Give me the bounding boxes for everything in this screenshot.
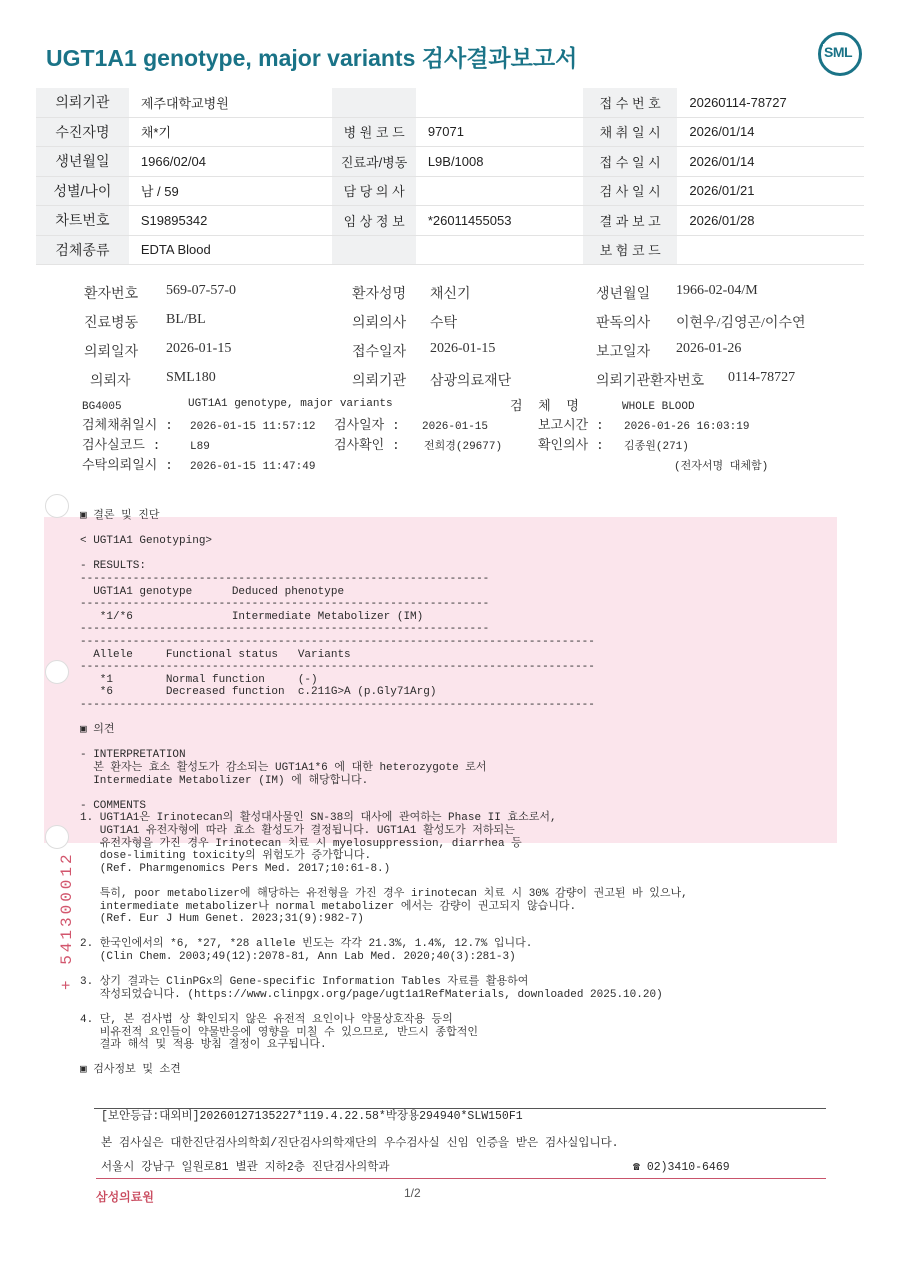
scan-label: 보고일자 — [596, 345, 651, 360]
scan-label: 진료병동 — [84, 316, 139, 331]
header-value: 2026/01/14 — [677, 147, 864, 177]
header-value — [677, 235, 864, 265]
report-line: ▣ 검사정보 및 소견 — [80, 1064, 181, 1077]
meta-lab: L89 — [190, 441, 210, 453]
report-line: 작성되었습니다. (https://www.clinpgx.org/page/ugt1a1RefMaterials, downloaded 2025.10.20) — [80, 988, 663, 1001]
header-value: 제주대학교병원 — [129, 88, 333, 117]
header-value: 2026/01/14 — [677, 117, 864, 147]
page-number: 1/2 — [404, 1186, 421, 1200]
header-label — [332, 88, 415, 117]
header-value: 20260114-78727 — [677, 88, 864, 117]
scan-value: 이현우/김영곤/이수연 — [676, 316, 806, 331]
report-line: 1. UGT1A1은 Irinotecan의 활성대사물인 SN-38의 대사에 관여하는 Phase II 효소로서, — [80, 812, 557, 825]
report-line: UGT1A1 genotype Deduced phenotype — [80, 585, 345, 598]
report-line: 유전자형을 가진 경우 Irinotecan 치료 시 myelosuppression, diarrhea 등 — [80, 837, 522, 850]
header-value — [416, 176, 583, 206]
report-line: 4. 단, 본 검사법 상 확인되지 않은 유전적 요인이나 약물상호작용 등의 — [80, 1014, 453, 1026]
header-row — [36, 88, 864, 117]
scan-label: 판독의사 — [596, 316, 651, 331]
header-value: 1966/02/04 — [129, 147, 333, 177]
punch-hole — [45, 660, 69, 684]
report-line: 본 환자는 효소 활성도가 감소되는 UGT1A1*6 에 대한 heterozygote 로서 — [80, 762, 487, 774]
report-line: 특히, poor metabolizer에 해당하는 유전형을 가진 경우 irinotecan 치료 시 30% 감량이 권고된 바 있으나, — [80, 888, 688, 900]
report-title: UGT1A1 genotype, major variants 검사결과보고서 — [46, 45, 578, 71]
scan-value: 삼광의료재단 — [430, 374, 512, 389]
header-value — [416, 235, 583, 265]
header-label: 진료과/병동 — [332, 147, 415, 177]
header-row — [36, 176, 864, 206]
header-value: 남 / 59 — [129, 176, 333, 206]
header-row — [36, 147, 864, 177]
meta-specimen-label: 검 체 명 — [510, 399, 579, 414]
punch-hole — [45, 825, 69, 849]
scan-value: BL/BL — [166, 312, 206, 327]
header-row — [36, 117, 864, 147]
report-line: - COMMENTS — [80, 799, 147, 812]
scan-value: 수탁 — [430, 316, 458, 331]
report-line: (Ref. Pharmgenomics Pers Med. 2017;10:61-8.) — [80, 862, 391, 875]
scan-value: 2026-01-26 — [676, 341, 742, 356]
footer-line — [96, 1178, 826, 1179]
scan-label: 환자번호 — [84, 287, 139, 302]
header-label: 임 상 정 보 — [332, 206, 415, 236]
phone-text: ☎ 02)3410-6469 — [633, 1161, 730, 1174]
report-line: ------------------------------------------------------------------------------ — [80, 661, 595, 674]
report-line: ------------------------------------------------------------------------------ — [80, 699, 595, 711]
header-value: 97071 — [416, 117, 583, 147]
vertical-serial: + 541300012 — [58, 851, 76, 990]
meta-request: 2026-01-15 11:47:49 — [190, 461, 316, 473]
scan-label: 생년월일 — [596, 287, 651, 302]
header-label: 병 원 코 드 — [332, 117, 415, 147]
report-line: (Ref. Eur J Hum Genet. 2023;31(9):982-7) — [80, 913, 364, 926]
report-line: 3. 상기 결과는 ClinPGx의 Gene-specific Information Tables 자료를 활용하여 — [80, 976, 529, 989]
scan-label: 환자성명 — [352, 287, 407, 302]
header-value: S19895342 — [129, 206, 333, 236]
header-value: 2026/01/21 — [677, 176, 864, 206]
report-line: -------------------------------------------------------------- — [80, 598, 490, 611]
scan-value: 2026-01-15 — [430, 341, 496, 356]
report-line: *1/*6 Intermediate Metabolizer (IM) — [80, 610, 424, 623]
header-label: 검 사 일 시 — [583, 176, 677, 206]
report-line: -------------------------------------------------------------- — [80, 623, 490, 636]
report-line: 2. 한국인에서의 *6, *27, *28 allele 빈도는 각각 21.3%, 1.4%, 12.7% 입니다. — [80, 938, 533, 951]
scan-label: 의뢰자 — [90, 374, 131, 389]
report-line: 결과 해석 및 적용 방침 결정이 요구됩니다. — [80, 1039, 327, 1052]
scan-label: 의뢰일자 — [84, 345, 139, 360]
scan-value: 569-07-57-0 — [166, 283, 236, 298]
security-text: [보안등급:대외비]20260127135227*119.4.22.58*박장용294940*SLW150F1 — [101, 1110, 523, 1123]
report-line: ------------------------------------------------------------------------------ — [80, 636, 595, 648]
header-label: 생년월일 — [36, 147, 129, 177]
header-label: 접 수 일 시 — [583, 147, 677, 177]
report-line: intermediate metabolizer나 normal metabolizer 에서는 감량이 권고되지 않습니다. — [80, 900, 577, 913]
meta-reporttime-label: 보고시간 : — [538, 418, 604, 433]
header-label: 채 취 일 시 — [583, 117, 677, 147]
meta-esign: (전자서명 대체함) — [674, 461, 769, 473]
header-label: 담 당 의 사 — [332, 176, 415, 206]
sml-logo: SML — [818, 32, 862, 74]
header-value: EDTA Blood — [129, 235, 333, 265]
scan-value: 채신기 — [430, 287, 471, 302]
scan-value: SML180 — [166, 370, 216, 385]
report-line: - RESULTS: — [80, 560, 147, 573]
meta-specimen: WHOLE BLOOD — [622, 401, 695, 413]
meta-testdate: 2026-01-15 — [422, 421, 489, 433]
scan-label: 접수일자 — [352, 345, 407, 360]
report-line: UGT1A1 유전자형에 따라 효소 활성도가 결정됩니다. UGT1A1 활성도가 저하되는 — [80, 825, 515, 837]
meta-doctor-label: 확인의사 : — [538, 438, 604, 453]
header-row — [36, 235, 864, 265]
report-line: (Clin Chem. 2003;49(12):2078-81, Ann Lab Med. 2020;40(3):281-3) — [80, 951, 516, 963]
meta-collect-label: 검체채취일시 : — [82, 418, 173, 433]
header-label: 검체종류 — [36, 235, 129, 265]
meta-testdate-label: 검사일자 : — [334, 418, 400, 433]
report-line: *1 Normal function (-) — [80, 673, 318, 686]
scan-value: 0114-78727 — [728, 370, 796, 385]
header-label: 차트번호 — [36, 206, 129, 236]
meta-test-name: UGT1A1 genotype, major variants — [188, 398, 393, 410]
header-label: 접 수 번 호 — [583, 88, 677, 117]
scan-value: 1966-02-04/M — [676, 283, 758, 298]
header-label: 보 험 코 드 — [583, 235, 677, 265]
report-line: Intermediate Metabolizer (IM) 에 해당합니다. — [80, 774, 369, 787]
header-value: 2026/01/28 — [677, 206, 864, 236]
punch-hole — [45, 494, 69, 518]
header-value — [416, 88, 583, 117]
divider — [94, 1108, 826, 1109]
scan-label: 의뢰기관환자번호 — [596, 374, 705, 389]
header-label: 결 과 보 고 — [583, 206, 677, 236]
meta-code: BG4005 — [82, 401, 122, 413]
address-text: 서울시 강남구 일원로81 별관 지하2층 진단검사의학과 — [101, 1161, 390, 1174]
report-line: < UGT1A1 Genotyping> — [80, 535, 213, 548]
header-label — [332, 235, 415, 265]
header-label: 수진자명 — [36, 117, 129, 147]
scan-label: 의뢰의사 — [352, 316, 407, 331]
header-label: 성별/나이 — [36, 176, 129, 206]
hospital-name: 삼성의료원 — [96, 1190, 154, 1204]
report-line: -------------------------------------------------------------- — [80, 573, 490, 585]
meta-request-label: 수탁의뢰일시 : — [82, 458, 173, 473]
meta-doctor: 김종원(271) — [624, 441, 689, 453]
certification-text: 본 검사실은 대한진단검사의학회/진단검사의학재단의 우수검사실 신임 인증을 받은 검사실입니다. — [101, 1137, 619, 1150]
header-row — [36, 206, 864, 236]
meta-lab-label: 검사실코드 : — [82, 438, 161, 453]
meta-collect: 2026-01-15 11:57:12 — [190, 421, 316, 433]
report-line: ▣ 결론 및 진단 — [80, 510, 160, 522]
meta-reporttime: 2026-01-26 16:03:19 — [624, 421, 750, 433]
scan-value: 2026-01-15 — [166, 341, 232, 356]
meta-confirm-label: 검사확인 : — [334, 438, 400, 453]
header-label: 의뢰기관 — [36, 88, 129, 117]
report-line: Allele Functional status Variants — [80, 648, 351, 661]
report-line: dose-limiting toxicity의 위험도가 증가합니다. — [80, 850, 372, 863]
meta-confirm: 전희경(29677) — [424, 441, 503, 453]
report-line: 비유전적 요인들이 약물반응에 영향을 미칠 수 있으므로, 반드시 종합적인 — [80, 1026, 478, 1039]
report-line: ▣ 의견 — [80, 724, 115, 737]
header-value: *26011455053 — [416, 206, 583, 236]
report-line: - INTERPRETATION — [80, 749, 186, 762]
header-value: 채*기 — [129, 117, 333, 147]
patient-header-table — [36, 88, 864, 265]
report-line: *6 Decreased function c.211G>A (p.Gly71Arg) — [80, 686, 437, 699]
header-value: L9B/1008 — [416, 147, 583, 177]
scan-label: 의뢰기관 — [352, 374, 407, 389]
